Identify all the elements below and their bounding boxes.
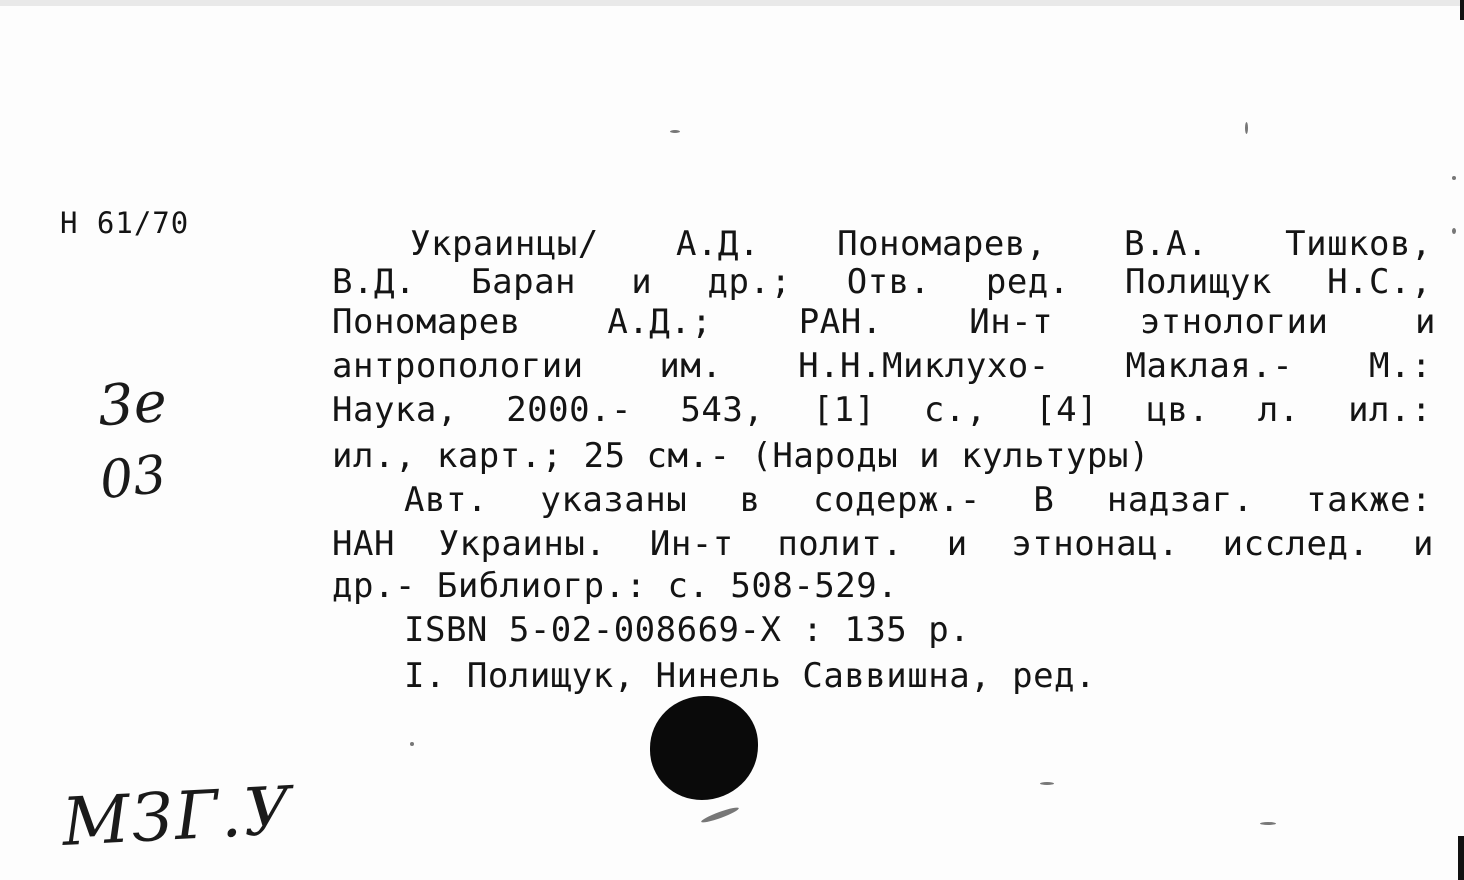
speck <box>1452 176 1456 180</box>
entry-word: М.: <box>1369 346 1432 386</box>
entry-word: ред. <box>985 262 1070 302</box>
entry-line-2 <box>332 262 1432 302</box>
entry-word: [4] <box>1035 390 1099 430</box>
entry-word: и <box>631 262 653 302</box>
entry-word: и <box>946 524 968 564</box>
entry-word: ил.: <box>1348 390 1432 430</box>
entry-word: Баран <box>471 262 577 302</box>
entry-line-10: ISBN 5-02-008669-X : 135 р. <box>404 610 971 650</box>
entry-word: НАН <box>332 524 395 564</box>
entry-word: л. <box>1257 390 1300 430</box>
entry-word: Тишков, <box>1285 224 1432 264</box>
entry-word: В <box>1033 480 1055 520</box>
entry-line-7 <box>404 480 1432 520</box>
entry-word: содерж.- <box>813 480 981 520</box>
handwritten-code-2: 03 <box>97 444 170 512</box>
speck <box>1040 782 1054 785</box>
entry-word: и <box>1415 302 1436 342</box>
entry-line-5 <box>332 390 1432 430</box>
speck <box>410 742 414 746</box>
entry-word: Пономарев, <box>837 224 1047 264</box>
entry-line-9: др.- Библиогр.: с. 508-529. <box>332 566 899 606</box>
entry-line-8 <box>332 524 1434 564</box>
entry-word: Полищук <box>1125 262 1272 302</box>
speck <box>670 130 680 133</box>
entry-word: Н.Н.Миклухо- <box>798 346 1050 386</box>
entry-line-3 <box>332 302 1436 342</box>
entry-word: В.А. <box>1124 224 1208 264</box>
entry-word: др.; <box>707 262 792 302</box>
card-right-edge-mark <box>1458 836 1464 880</box>
speck <box>700 805 740 824</box>
entry-line-4 <box>332 346 1432 386</box>
entry-word: и <box>1413 524 1434 564</box>
entry-word: указаны <box>540 480 688 520</box>
entry-word: Ин-т <box>649 524 734 564</box>
entry-word: Пономарев <box>332 302 521 342</box>
entry-word: Ин-т <box>969 302 1054 342</box>
entry-word: Украинцы/ <box>410 224 599 264</box>
entry-word: полит. <box>777 524 904 564</box>
entry-word: в <box>739 480 761 520</box>
entry-word: им. <box>659 346 723 386</box>
entry-word: антропологии <box>332 346 584 386</box>
entry-line-1 <box>410 224 1432 264</box>
entry-word: с., <box>923 390 987 430</box>
entry-word: Маклая.- <box>1125 346 1294 386</box>
entry-word: В.Д. <box>332 262 416 302</box>
punched-hole <box>650 696 758 800</box>
entry-word: этнонац. <box>1011 524 1180 564</box>
speck <box>1245 122 1248 134</box>
entry-word: также: <box>1306 480 1432 520</box>
entry-line-11: I. Полищук, Нинель Саввишна, ред. <box>404 656 1097 696</box>
entry-word: цв. <box>1146 390 1210 430</box>
entry-word: Отв. <box>846 262 931 302</box>
entry-word: А.Д. <box>675 224 760 264</box>
shelfmark: Н 61/70 <box>60 206 190 240</box>
handwritten-library-mark: МЗГ.У <box>60 772 295 861</box>
entry-word: этнологии <box>1139 302 1329 342</box>
entry-word: Наука, <box>332 390 458 430</box>
card-right-edge-mark-top <box>1460 0 1464 20</box>
entry-word: надзаг. <box>1106 480 1254 520</box>
speck <box>1452 228 1456 234</box>
entry-word: [1] <box>812 390 876 430</box>
entry-word: Н.С., <box>1327 262 1432 302</box>
entry-word: 543, <box>680 390 765 430</box>
speck <box>1260 822 1276 825</box>
entry-word: А.Д.; <box>607 302 713 342</box>
entry-word: 2000.- <box>506 390 633 430</box>
entry-word: Авт. <box>404 480 488 520</box>
entry-word: исслед. <box>1222 524 1370 564</box>
entry-word: РАН. <box>798 302 883 342</box>
handwritten-code-1: 3e <box>95 369 169 440</box>
entry-line-6: ил., карт.; 25 см.- (Народы и культуры) <box>332 436 1150 476</box>
entry-word: Украины. <box>438 524 607 564</box>
card-top-edge <box>0 0 1464 6</box>
